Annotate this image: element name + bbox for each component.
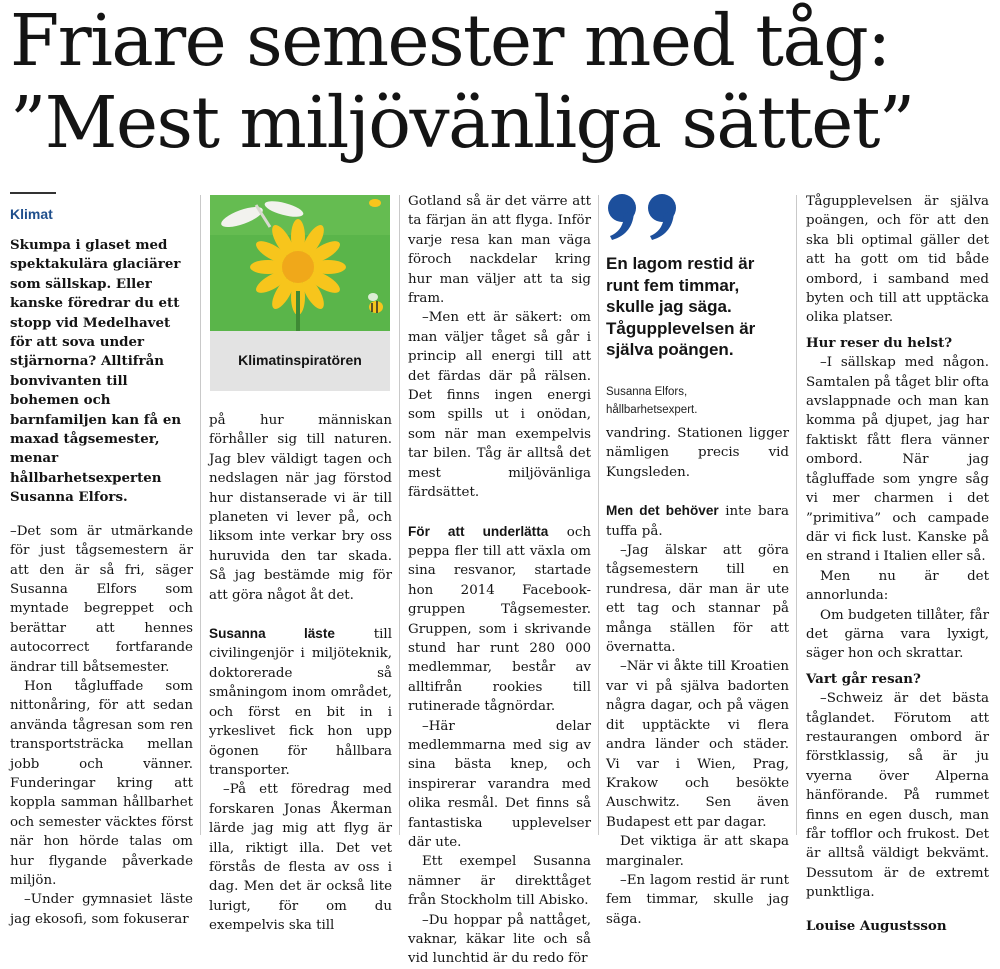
column-divider <box>796 195 797 835</box>
quote-marks-icon <box>606 192 686 242</box>
lead-in: Susanna läste <box>209 626 335 642</box>
column-5 <box>806 192 989 936</box>
body-paragraph: –När vi åkte till Kroatien var vi på själva badorten några dagar, och på vägen dit upptäckte vi flera andra länder och städer. Vi var i Wien, Prag, Krakow och besökte Auschwitz. Sen även Budapest ett par dagar. <box>606 659 789 830</box>
column-2 <box>209 411 392 936</box>
body-paragraph: –Här delar medlemmarna med sig av sina bästa knep, och inspirerar varandra med olika resmål. Det finns så fantastiska upplevelser där ute. <box>408 718 591 850</box>
column-4 <box>606 424 789 929</box>
interview-question: Vart går resan? <box>806 670 921 687</box>
column-divider <box>200 195 201 835</box>
lead-in: För att underlätta <box>408 523 549 539</box>
body-paragraph: Susanna läste till civilingenjör i miljöteknik, doktorerade så småningom inom området, och först en bit in i yrkeslivet fick hon upp ögonen för hållbara transporter. <box>209 626 392 778</box>
column-divider <box>399 195 400 835</box>
quote-attribution-title: hållbarhetsexpert. <box>606 403 698 416</box>
byline: Louise Augustsson <box>806 917 947 934</box>
quote-text: En lagom restid är runt fem timmar, skulle jag säga. Tågupplevelsen är själva poängen. <box>606 254 756 359</box>
body-paragraph: –Det som är utmärkande för just tågsemestern är att den är så fri, säger Susanna Elfors som myntade begreppet och berättar att hennes autocorrect fortfarande ändrar till båtsemester. <box>10 523 193 675</box>
body-paragraph: –Du hoppar på nattåget, vaknar, käkar lite och så vid lunchtid är du redo för <box>408 912 591 967</box>
headline-line-2: ”Mest miljövänliga sättet” <box>10 81 914 164</box>
article-image <box>210 195 390 391</box>
body-paragraph: Men det behöver inte bara tuffa på. <box>606 503 789 539</box>
body-paragraph: –På ett föredrag med forskaren Jonas Åkerman lärde jag mig att flyg är illa, riktigt illa. Det vet förstås de flesta av oss i dag. Men det är också lite lurigt, för om du exempelvis ska till <box>209 782 392 934</box>
headline <box>10 0 995 164</box>
body-paragraph: För att underlätta och peppa fler till att växla om sina resvanor, startade hon 2014 Facebook-gruppen Tågsemester. Gruppen, som i skrivande stund har runt 280 000 medlemmar, består av alltifrån rookies till rutinerade tågnördar. <box>408 523 591 715</box>
column-3 <box>408 192 591 969</box>
body-paragraph: på hur människan förhåller sig till naturen. Jag blev väldigt tagen och nedslagen när jag förstod hur distanserade vi är till planeten vi lever på, och liksom inte verkar bry oss huruvida den tar skada. Så jag bestämde mig för att göra något åt det. <box>209 413 392 603</box>
section-label: Klimat <box>10 206 53 222</box>
lead-in: Men det behöver <box>606 503 719 519</box>
body-paragraph: –Jag älskar att göra tågsemestern till en rundresa, där man är ute ett tag och stannar på många ställen för att övernatta. <box>606 543 789 656</box>
pull-quote <box>606 192 784 419</box>
headline-line-1: Friare semester med tåg: <box>10 0 890 82</box>
column-1 <box>10 192 193 929</box>
body-paragraph: Om budgeten tillåter, får det gärna vara lyxigt, säger hon och skrattar. <box>806 607 989 662</box>
body-paragraph: –Men ett är säkert: om man väljer tåget så går i princip all energi till att det färdas där på rälsen. Det finns ingen energi som spills ut i onödan, som när man exempelvis tar bilen. Tåg är alltså det mest miljövänliga färdsättet. <box>408 310 591 501</box>
body-paragraph: Ett exempel Susanna nämner är direkttåget från Stockholm till Abisko. <box>408 854 591 909</box>
body-paragraph: Det viktiga är att skapa marginaler. <box>606 834 789 869</box>
body-paragraph: vandring. Stationen ligger nämligen precis vid Kungsleden. <box>606 426 789 480</box>
body-paragraph: –Under gymnasiet läste jag ekosofi, som fokuserar <box>10 892 193 927</box>
ingress: Skumpa i glaset med spektakulära glaciärer som sällskap. Eller kanske föredrar du ett stopp vid Medelhavet för att sova under stjärnorna? Alltifrån bonvivanten till bohemen och barnfamiljen kan få en maxad tågsemester, menar hållbarhetsexperten Susanna Elfors. <box>10 237 182 506</box>
body-paragraph: Tågupplevelsen är själva poängen, och för att den ska bli optimal gäller det att ha gott om tid både ombord, i samband med byten och till att upptäcka olika platser. <box>806 194 989 326</box>
body-paragraph: –Schweiz är det bästa tåglandet. Förutom att restaurangen ombord är förstklassig, så är ju vyerna över Alperna hänförande. På rummet finns en egen dusch, man får tofflor och frukost. Det är alltså väldigt bekvämt. Dessutom är de extremt punktliga. <box>806 691 989 901</box>
quote-attribution-name: Susanna Elfors, <box>606 385 688 398</box>
body-paragraph: Gotland så är det värre att ta färjan än att flyga. Inför varje resa kan man väga föroch nackdelar kring hur man väljer att ta sig fram. <box>408 194 591 307</box>
column-divider <box>598 195 599 835</box>
dandelion-illustration <box>210 195 390 331</box>
section-rule <box>10 192 56 194</box>
body-paragraph: –En lagom restid är runt fem timmar, skulle jag säga. <box>606 872 789 927</box>
body-paragraph: Hon tågluffade som nittonåring, för att sedan använda tågresan som ren transportsträcka mellan jobb och vänner. Funderingar kring att koppla samman hållbarhet och semester väcktes först när hon hörde talas om hur flygande påverkade miljön. <box>10 678 193 888</box>
image-caption: Klimatinspiratören <box>238 352 362 368</box>
body-paragraph: Men nu är det annorlunda: <box>806 568 989 604</box>
interview-question: Hur reser du helst? <box>806 334 953 351</box>
body-paragraph: –I sällskap med någon. Samtalen på tåget blir ofta avslappnade och man kan komma på djupet, jag har faktiskt fått flera vänner ombord. När jag tågluffade som yngre såg vi mer charmen i det ”primitiva” och campade där vi fick lust. Kanske på en strand i Italien eller så. <box>806 355 989 565</box>
